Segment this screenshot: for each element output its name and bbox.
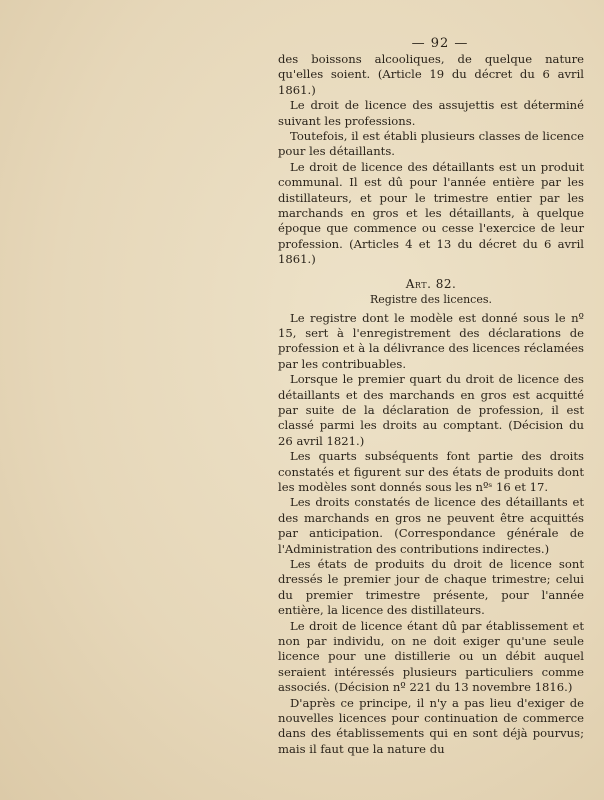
article-title: Art. 82. <box>405 276 457 291</box>
paragraph: des boissons alcooliques, de quelque nature qu'elles soient. (Article 19 du décret du 6 avril 1861.) <box>278 52 584 97</box>
paragraph: Lorsque le premier quart du droit de licence des détaillants et des marchands en gros est acquitté par suite de la déclaration de profession, il est classé parmi les droits au comptant. (Décision du 26 avril 1821.) <box>278 372 584 448</box>
paragraph: D'après ce principe, il n'y a pas lieu d'exiger de nouvelles licences pour continuation de commerce dans des établissements qui en sont déjà pourvus; mais il faut que la nature du <box>278 695 584 756</box>
paragraph: Les quarts subséquents font partie des droits constatés et figurent sur des états de produits dont les modèles sont donnés sous les nºˢ 16 et 17. <box>278 449 584 494</box>
paragraph: Le droit de licence des détaillants est un produit communal. Il est dû pour l'année entière par les distillateurs, et pour le trimestre entier par les marchands en gros et les détaillants, à quelque époque que commence ou cesse l'exercice de leur profession. (Articles 4 et 13 du décret du 6 avril 1861.) <box>278 159 584 267</box>
paragraph: Les états de produits du droit de licence sont dressés le premier jour de chaque trimestre; celui du premier trimestre présente, pour l'année entière, la licence des distillateurs. <box>278 557 584 618</box>
paragraph: Les droits constatés de licence des détaillants et des marchands en gros ne peuvent être acquittés par anticipation. (Correspondance générale de l'Administration des contributions indirectes.) <box>278 495 584 556</box>
page-number: — 92 — <box>411 36 469 51</box>
paragraph: Le droit de licence des assujettis est déterminé suivant les professions. <box>278 98 584 128</box>
paragraph: Le registre dont le modèle est donné sous le nº 15, sert à l'enregistrement des déclarations de profession et à la délivrance des licences réclamées par les contribuables. <box>278 310 584 371</box>
paragraph: Toutefois, il est établi plusieurs classes de licence pour les détaillants. <box>278 129 584 159</box>
paragraph: Le droit de licence étant dû par établissement et non par individu, on ne doit exiger qu'une seule licence pour une distillerie ou un débit auquel seraient intéressés plusieurs particuliers comme associés. (Décision nº 221 du 13 novembre 1816.) <box>278 618 584 695</box>
article-subtitle: Registre des licences. <box>370 293 492 307</box>
body-text <box>278 52 584 757</box>
